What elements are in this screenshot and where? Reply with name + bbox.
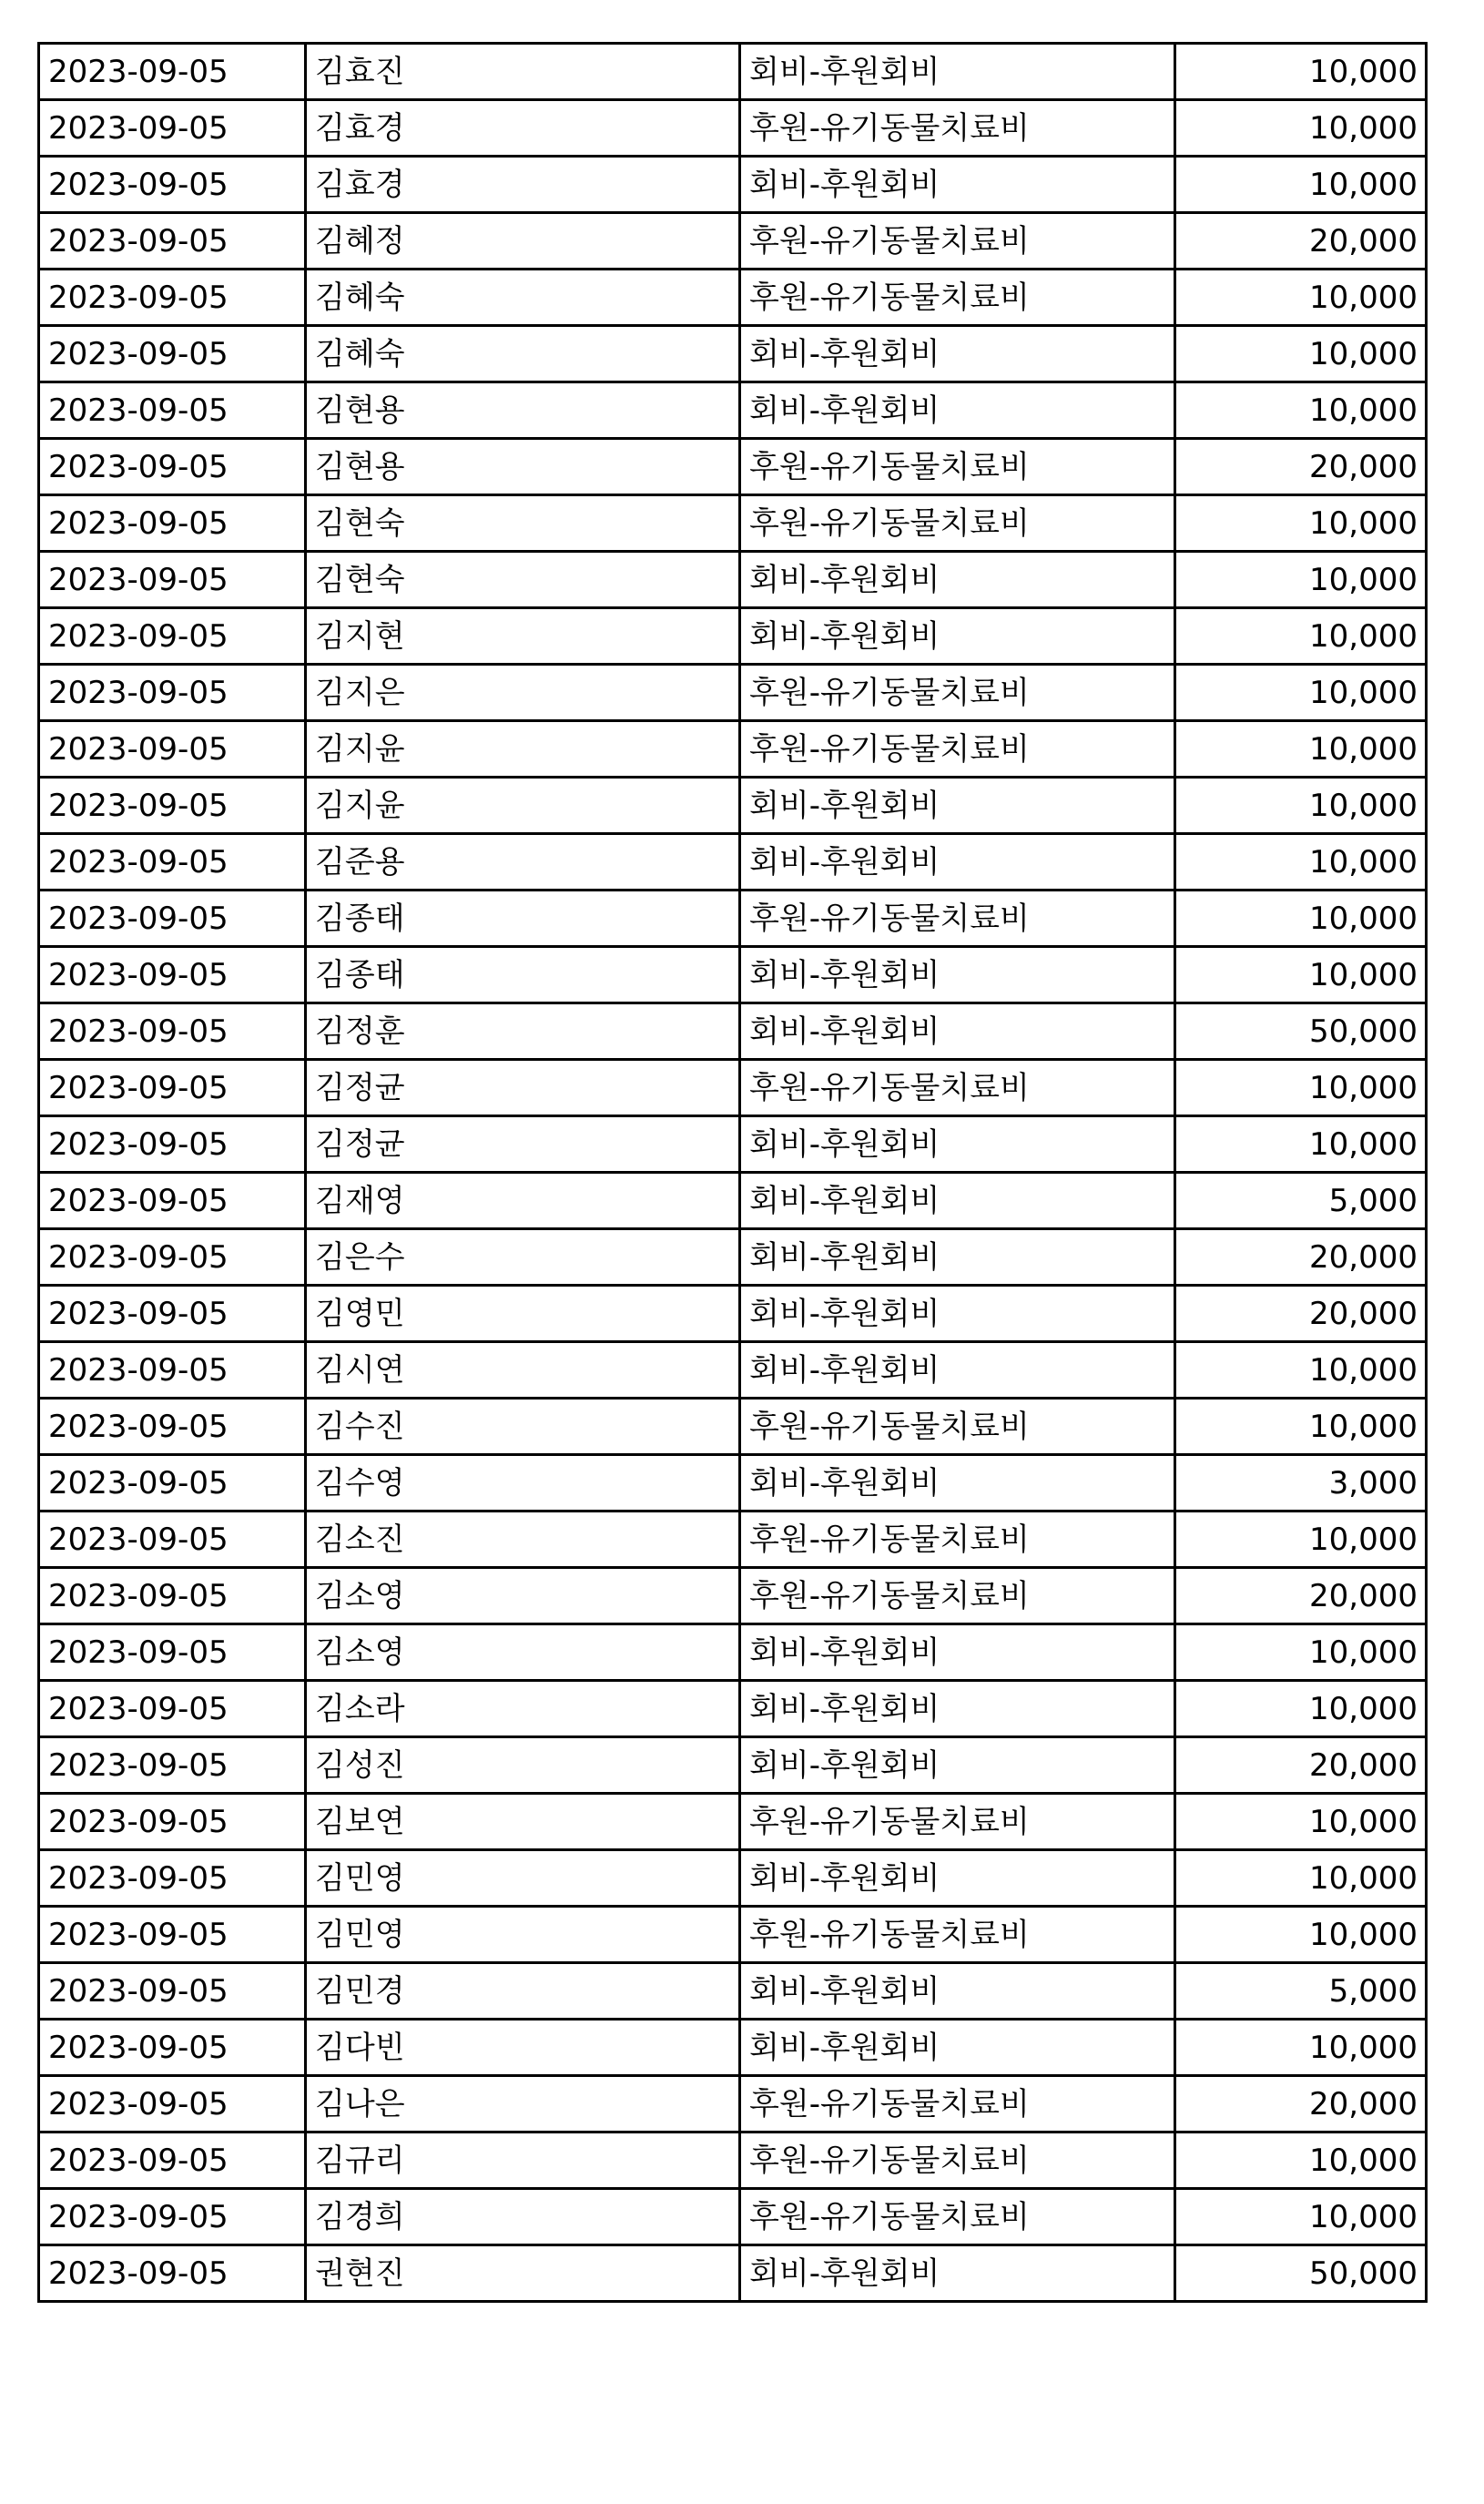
date-cell: 2023-09-05	[39, 947, 306, 1003]
category-cell: 회비-후원회비	[740, 1229, 1175, 1286]
amount-cell: 10,000	[1175, 1116, 1427, 1173]
amount-cell: 10,000	[1175, 270, 1427, 326]
amount-cell: 10,000	[1175, 1681, 1427, 1737]
date-cell: 2023-09-05	[39, 1737, 306, 1794]
category-cell: 회비-후원회비	[740, 44, 1175, 100]
name-cell: 김종태	[306, 891, 740, 947]
date-cell: 2023-09-05	[39, 44, 306, 100]
name-cell: 김혜숙	[306, 326, 740, 382]
amount-cell: 10,000	[1175, 1850, 1427, 1907]
name-cell: 김소진	[306, 1512, 740, 1568]
category-cell: 회비-후원회비	[740, 1737, 1175, 1794]
amount-cell: 10,000	[1175, 665, 1427, 721]
amount-cell: 20,000	[1175, 213, 1427, 270]
table-row	[39, 1286, 1427, 1342]
name-cell: 김은수	[306, 1229, 740, 1286]
name-cell: 김효경	[306, 100, 740, 157]
amount-cell: 20,000	[1175, 1286, 1427, 1342]
category-cell: 회비-후원회비	[740, 326, 1175, 382]
date-cell: 2023-09-05	[39, 1286, 306, 1342]
category-cell: 후원-유기동물치료비	[740, 1060, 1175, 1116]
date-cell: 2023-09-05	[39, 1455, 306, 1512]
name-cell: 김보연	[306, 1794, 740, 1850]
amount-cell: 10,000	[1175, 834, 1427, 891]
date-cell: 2023-09-05	[39, 552, 306, 608]
table-row	[39, 1850, 1427, 1907]
amount-cell: 10,000	[1175, 495, 1427, 552]
table-row	[39, 1737, 1427, 1794]
date-cell: 2023-09-05	[39, 2189, 306, 2245]
name-cell: 김정균	[306, 1060, 740, 1116]
category-cell: 회비-후원회비	[740, 834, 1175, 891]
table-row	[39, 2245, 1427, 2302]
amount-cell: 10,000	[1175, 157, 1427, 213]
category-cell: 회비-후원회비	[740, 1850, 1175, 1907]
date-cell: 2023-09-05	[39, 1512, 306, 1568]
amount-cell: 10,000	[1175, 1342, 1427, 1399]
amount-cell: 20,000	[1175, 1229, 1427, 1286]
date-cell: 2023-09-05	[39, 1116, 306, 1173]
name-cell: 김나은	[306, 2076, 740, 2132]
category-cell: 후원-유기동물치료비	[740, 1399, 1175, 1455]
date-cell: 2023-09-05	[39, 1907, 306, 1963]
category-cell: 회비-후원회비	[740, 1173, 1175, 1229]
amount-cell: 5,000	[1175, 1963, 1427, 2020]
date-cell: 2023-09-05	[39, 100, 306, 157]
category-cell: 후원-유기동물치료비	[740, 495, 1175, 552]
table-row	[39, 947, 1427, 1003]
table-row	[39, 721, 1427, 778]
category-cell: 회비-후원회비	[740, 1003, 1175, 1060]
name-cell: 김수진	[306, 1399, 740, 1455]
table-row	[39, 552, 1427, 608]
table-row	[39, 2020, 1427, 2076]
amount-cell: 20,000	[1175, 1737, 1427, 1794]
name-cell: 김소영	[306, 1568, 740, 1624]
date-cell: 2023-09-05	[39, 721, 306, 778]
amount-cell: 10,000	[1175, 1060, 1427, 1116]
table-row	[39, 834, 1427, 891]
category-cell: 회비-후원회비	[740, 1455, 1175, 1512]
category-cell: 회비-후원회비	[740, 1681, 1175, 1737]
name-cell: 김규리	[306, 2132, 740, 2189]
table-row	[39, 1455, 1427, 1512]
category-cell: 후원-유기동물치료비	[740, 100, 1175, 157]
amount-cell: 10,000	[1175, 721, 1427, 778]
table-row	[39, 1568, 1427, 1624]
table-row	[39, 157, 1427, 213]
name-cell: 김효경	[306, 157, 740, 213]
category-cell: 회비-후원회비	[740, 608, 1175, 665]
table-row	[39, 2189, 1427, 2245]
name-cell: 권현진	[306, 2245, 740, 2302]
table-row	[39, 100, 1427, 157]
date-cell: 2023-09-05	[39, 1342, 306, 1399]
date-cell: 2023-09-05	[39, 1568, 306, 1624]
category-cell: 후원-유기동물치료비	[740, 439, 1175, 495]
table-row	[39, 2132, 1427, 2189]
name-cell: 김경희	[306, 2189, 740, 2245]
amount-cell: 10,000	[1175, 2020, 1427, 2076]
category-cell: 회비-후원회비	[740, 1286, 1175, 1342]
name-cell: 김현숙	[306, 552, 740, 608]
table-row	[39, 1116, 1427, 1173]
date-cell: 2023-09-05	[39, 2132, 306, 2189]
category-cell: 후원-유기동물치료비	[740, 1907, 1175, 1963]
date-cell: 2023-09-05	[39, 891, 306, 947]
name-cell: 김지현	[306, 608, 740, 665]
date-cell: 2023-09-05	[39, 270, 306, 326]
category-cell: 회비-후원회비	[740, 157, 1175, 213]
date-cell: 2023-09-05	[39, 1681, 306, 1737]
category-cell: 후원-유기동물치료비	[740, 2189, 1175, 2245]
table-row	[39, 1060, 1427, 1116]
table-row	[39, 1342, 1427, 1399]
date-cell: 2023-09-05	[39, 2245, 306, 2302]
amount-cell: 10,000	[1175, 382, 1427, 439]
amount-cell: 10,000	[1175, 326, 1427, 382]
table-row	[39, 1229, 1427, 1286]
amount-cell: 50,000	[1175, 1003, 1427, 1060]
name-cell: 김재영	[306, 1173, 740, 1229]
date-cell: 2023-09-05	[39, 382, 306, 439]
category-cell: 회비-후원회비	[740, 1116, 1175, 1173]
donation-ledger-table	[37, 42, 1428, 2303]
amount-cell: 10,000	[1175, 1907, 1427, 1963]
amount-cell: 10,000	[1175, 1512, 1427, 1568]
amount-cell: 10,000	[1175, 2132, 1427, 2189]
name-cell: 김준용	[306, 834, 740, 891]
category-cell: 회비-후원회비	[740, 382, 1175, 439]
name-cell: 김현용	[306, 382, 740, 439]
name-cell: 김시연	[306, 1342, 740, 1399]
date-cell: 2023-09-05	[39, 1060, 306, 1116]
date-cell: 2023-09-05	[39, 834, 306, 891]
date-cell: 2023-09-05	[39, 1229, 306, 1286]
date-cell: 2023-09-05	[39, 1963, 306, 2020]
table-row	[39, 1624, 1427, 1681]
name-cell: 김민영	[306, 1850, 740, 1907]
amount-cell: 10,000	[1175, 100, 1427, 157]
amount-cell: 10,000	[1175, 1794, 1427, 1850]
name-cell: 김현용	[306, 439, 740, 495]
table-row	[39, 1794, 1427, 1850]
category-cell: 회비-후원회비	[740, 2020, 1175, 2076]
date-cell: 2023-09-05	[39, 2020, 306, 2076]
date-cell: 2023-09-05	[39, 495, 306, 552]
table-row	[39, 778, 1427, 834]
table-row	[39, 270, 1427, 326]
table-row	[39, 495, 1427, 552]
name-cell: 김혜숙	[306, 270, 740, 326]
category-cell: 후원-유기동물치료비	[740, 1512, 1175, 1568]
category-cell: 후원-유기동물치료비	[740, 2076, 1175, 2132]
name-cell: 김혜정	[306, 213, 740, 270]
amount-cell: 5,000	[1175, 1173, 1427, 1229]
category-cell: 회비-후원회비	[740, 1963, 1175, 2020]
date-cell: 2023-09-05	[39, 1624, 306, 1681]
ledger-body	[39, 44, 1427, 2302]
category-cell: 후원-유기동물치료비	[740, 2132, 1175, 2189]
date-cell: 2023-09-05	[39, 778, 306, 834]
category-cell: 회비-후원회비	[740, 2245, 1175, 2302]
name-cell: 김효진	[306, 44, 740, 100]
category-cell: 후원-유기동물치료비	[740, 665, 1175, 721]
amount-cell: 10,000	[1175, 552, 1427, 608]
date-cell: 2023-09-05	[39, 213, 306, 270]
amount-cell: 10,000	[1175, 778, 1427, 834]
table-row	[39, 1173, 1427, 1229]
name-cell: 김지윤	[306, 778, 740, 834]
table-row	[39, 439, 1427, 495]
date-cell: 2023-09-05	[39, 1003, 306, 1060]
category-cell: 후원-유기동물치료비	[740, 721, 1175, 778]
table-row	[39, 2076, 1427, 2132]
category-cell: 회비-후원회비	[740, 1624, 1175, 1681]
name-cell: 김정균	[306, 1116, 740, 1173]
date-cell: 2023-09-05	[39, 608, 306, 665]
name-cell: 김정훈	[306, 1003, 740, 1060]
date-cell: 2023-09-05	[39, 1794, 306, 1850]
category-cell: 후원-유기동물치료비	[740, 270, 1175, 326]
date-cell: 2023-09-05	[39, 1173, 306, 1229]
table-row	[39, 891, 1427, 947]
amount-cell: 10,000	[1175, 1399, 1427, 1455]
table-row	[39, 1003, 1427, 1060]
date-cell: 2023-09-05	[39, 439, 306, 495]
table-row	[39, 213, 1427, 270]
category-cell: 후원-유기동물치료비	[740, 213, 1175, 270]
name-cell: 김소영	[306, 1624, 740, 1681]
name-cell: 김종태	[306, 947, 740, 1003]
table-row	[39, 326, 1427, 382]
table-row	[39, 44, 1427, 100]
category-cell: 회비-후원회비	[740, 552, 1175, 608]
name-cell: 김지윤	[306, 721, 740, 778]
amount-cell: 20,000	[1175, 1568, 1427, 1624]
table-row	[39, 665, 1427, 721]
date-cell: 2023-09-05	[39, 157, 306, 213]
table-row	[39, 608, 1427, 665]
name-cell: 김성진	[306, 1737, 740, 1794]
name-cell: 김소라	[306, 1681, 740, 1737]
category-cell: 후원-유기동물치료비	[740, 1794, 1175, 1850]
date-cell: 2023-09-05	[39, 1850, 306, 1907]
name-cell: 김수영	[306, 1455, 740, 1512]
name-cell: 김영민	[306, 1286, 740, 1342]
amount-cell: 10,000	[1175, 608, 1427, 665]
amount-cell: 10,000	[1175, 2189, 1427, 2245]
name-cell: 김다빈	[306, 2020, 740, 2076]
category-cell: 후원-유기동물치료비	[740, 1568, 1175, 1624]
name-cell: 김민경	[306, 1963, 740, 2020]
table-row	[39, 382, 1427, 439]
table-row	[39, 1399, 1427, 1455]
name-cell: 김민영	[306, 1907, 740, 1963]
category-cell: 회비-후원회비	[740, 947, 1175, 1003]
category-cell: 후원-유기동물치료비	[740, 891, 1175, 947]
date-cell: 2023-09-05	[39, 326, 306, 382]
amount-cell: 10,000	[1175, 947, 1427, 1003]
category-cell: 회비-후원회비	[740, 778, 1175, 834]
table-row	[39, 1907, 1427, 1963]
amount-cell: 20,000	[1175, 2076, 1427, 2132]
amount-cell: 10,000	[1175, 891, 1427, 947]
name-cell: 김지은	[306, 665, 740, 721]
amount-cell: 20,000	[1175, 439, 1427, 495]
table-row	[39, 1681, 1427, 1737]
amount-cell: 3,000	[1175, 1455, 1427, 1512]
amount-cell: 50,000	[1175, 2245, 1427, 2302]
table-row	[39, 1963, 1427, 2020]
amount-cell: 10,000	[1175, 44, 1427, 100]
date-cell: 2023-09-05	[39, 2076, 306, 2132]
date-cell: 2023-09-05	[39, 1399, 306, 1455]
table-row	[39, 1512, 1427, 1568]
date-cell: 2023-09-05	[39, 665, 306, 721]
category-cell: 회비-후원회비	[740, 1342, 1175, 1399]
amount-cell: 10,000	[1175, 1624, 1427, 1681]
name-cell: 김현숙	[306, 495, 740, 552]
